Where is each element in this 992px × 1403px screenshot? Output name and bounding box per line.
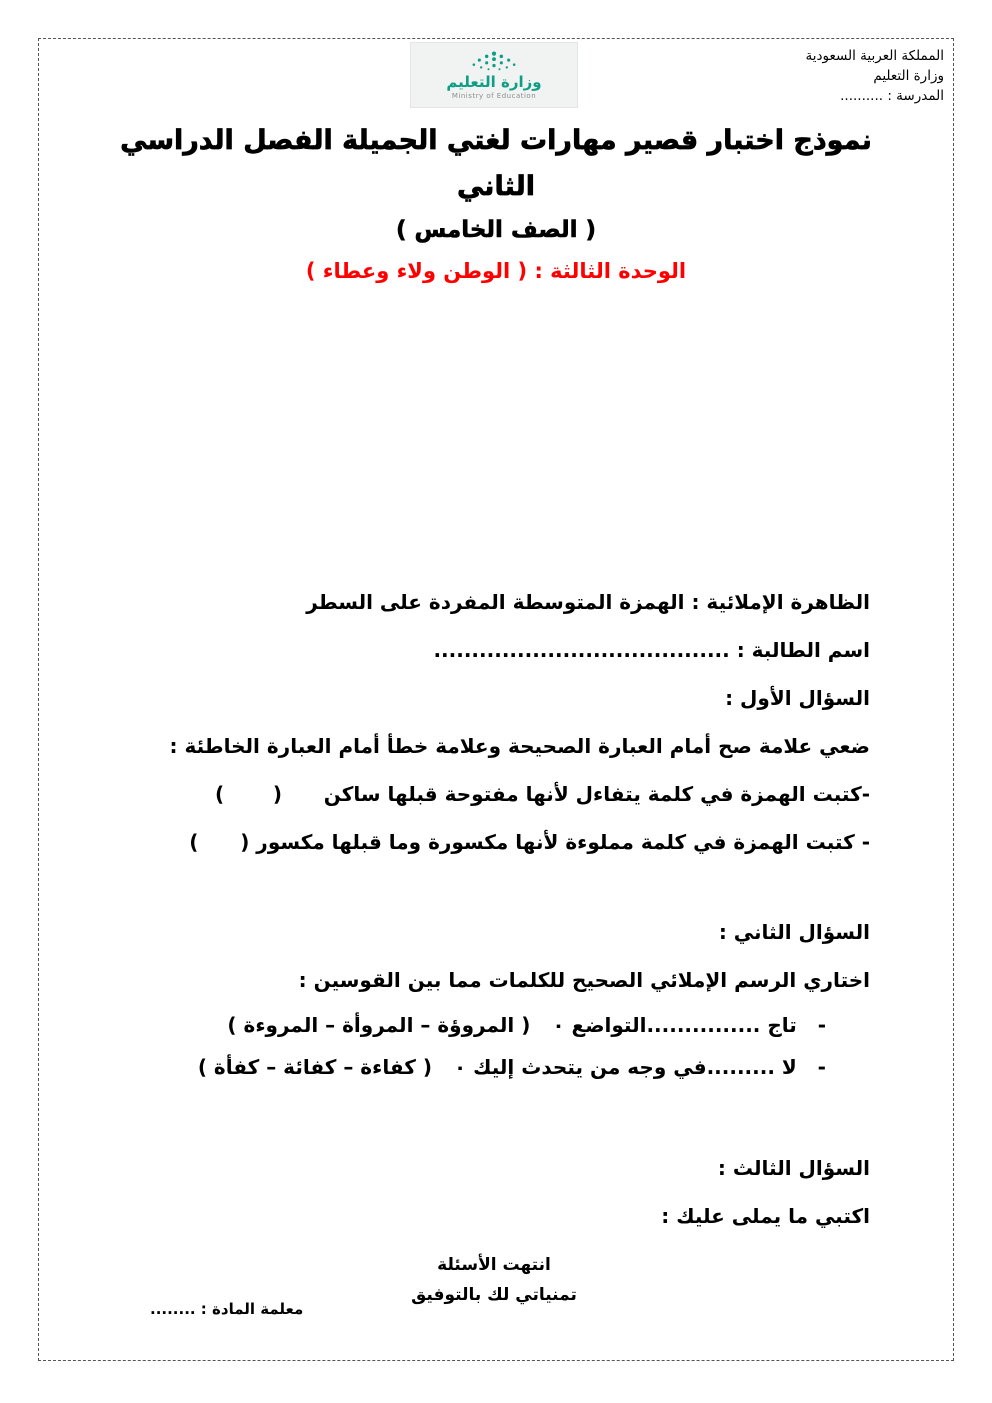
header-kingdom: المملكة العربية السعودية	[805, 48, 944, 64]
ministry-logo-arabic-text: وزارة التعليم	[446, 73, 542, 91]
question-1-item-2: - كتبت الهمزة في كلمة مملوءة لأنها مكسورة وما قبلها مكسور ( )	[189, 830, 870, 854]
question-2-item-2-options: ( كفاءة – كفائة – كفأة )	[197, 1055, 432, 1079]
header-school-blank: المدرسة : ..........	[840, 88, 944, 104]
question-1-instruction: ضعي علامة صح أمام العبارة الصحيحة وعلامة خطأ أمام العبارة الخاطئة :	[169, 734, 870, 758]
question-1-title: السؤال الأول :	[725, 686, 870, 710]
spelling-phenomenon-line: الظاهرة الإملائية : الهمزة المتوسطة المفردة على السطر	[306, 590, 870, 614]
exam-title-block	[0, 118, 992, 288]
question-2-item-1-stem: - تاج ...............التواضع ٠	[552, 1013, 826, 1037]
question-2-item-2-stem: - لا .........في وجه من يتحدث إليك ٠	[453, 1055, 826, 1079]
teacher-signature-line: معلمة المادة : ........	[150, 1300, 304, 1318]
question-1-item-1: -كتبت الهمزة في كلمة يتفاءل لأنها مفتوحة قبلها ساكن ( )	[214, 782, 870, 806]
ministry-logo	[410, 42, 578, 108]
closing-line-1: انتهت الأسئلة	[437, 1255, 551, 1275]
exam-title-line1: نموذج اختبار قصير مهارات لغتي الجميلة الفصل الدراسي	[120, 125, 872, 156]
header-ministry: وزارة التعليم	[873, 68, 944, 84]
question-2-title: السؤال الثاني :	[718, 920, 870, 944]
student-name-line: اسم الطالبة : .......................................	[433, 638, 870, 662]
exam-unit-line: الوحدة الثالثة : ( الوطن ولاء وعطاء )	[305, 259, 687, 283]
exam-grade-line: ( الصف الخامس )	[395, 217, 597, 243]
question-2-item-1	[118, 1004, 870, 1046]
exam-body	[118, 578, 870, 1310]
question-2-item-2	[118, 1046, 870, 1088]
ministry-emblem-icon	[466, 50, 522, 72]
question-3-instruction: اكتبي ما يملى عليك :	[661, 1204, 870, 1228]
closing-line-2: تمنياتي لك بالتوفيق	[411, 1285, 577, 1305]
document-header	[805, 46, 944, 106]
exam-title-line2: الثاني	[456, 171, 535, 202]
question-2-instruction: اختاري الرسم الإملائي الصحيح للكلمات مما بين القوسين :	[298, 968, 870, 992]
question-2-item-1-options: ( المروؤة – المروأة – المروءة )	[227, 1013, 531, 1037]
question-3-title: السؤال الثالث :	[717, 1156, 870, 1180]
ministry-logo-english-text: Ministry of Education	[451, 92, 537, 100]
